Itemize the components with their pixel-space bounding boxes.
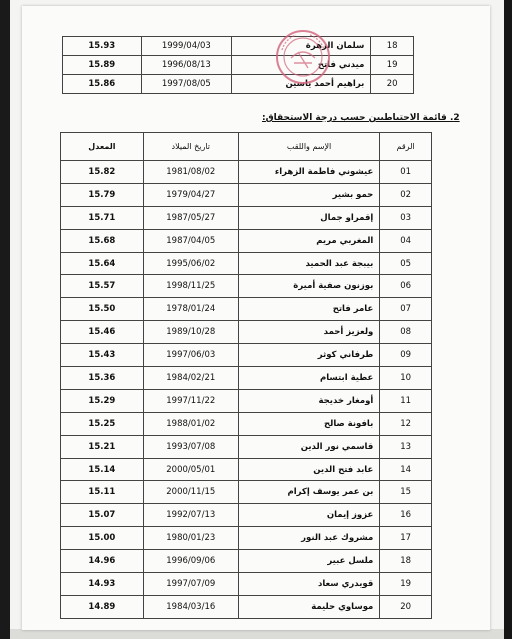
average-cell: 15.64	[61, 252, 144, 275]
birth-date-cell: 1979/04/27	[143, 183, 238, 206]
birth-date-cell: 1987/05/27	[143, 206, 238, 229]
reserve-list-table	[60, 132, 432, 619]
average-cell: 14.89	[61, 595, 144, 618]
average-cell: 15.68	[61, 229, 144, 252]
birth-date-cell: 1997/07/09	[143, 573, 238, 596]
table-row	[61, 412, 432, 435]
row-number-cell: 19	[371, 56, 414, 75]
top-results-table	[62, 36, 414, 94]
birth-date-cell: 1998/11/25	[143, 275, 238, 298]
average-cell: 15.25	[61, 412, 144, 435]
birth-date-cell: 1996/08/13	[141, 56, 232, 75]
document-page	[22, 6, 490, 630]
table-row	[61, 321, 432, 344]
average-cell: 15.82	[61, 161, 144, 184]
average-cell: 15.29	[61, 389, 144, 412]
birth-date-cell: 1993/07/08	[143, 435, 238, 458]
row-number-cell: 09	[380, 344, 432, 367]
table-row	[61, 389, 432, 412]
table-row	[61, 298, 432, 321]
name-cell: موساوي حليمة	[238, 595, 379, 618]
row-number-cell: 11	[380, 389, 432, 412]
header-average: المعدل	[61, 133, 144, 161]
average-cell: 14.96	[61, 550, 144, 573]
table-row	[61, 206, 432, 229]
birth-date-cell: 1999/04/03	[141, 37, 232, 56]
name-cell: عزوز إيمان	[238, 504, 379, 527]
table-row	[61, 481, 432, 504]
row-number-cell: 13	[380, 435, 432, 458]
row-number-cell: 06	[380, 275, 432, 298]
name-cell: عطية ابتسام	[238, 367, 379, 390]
birth-date-cell: 1992/07/13	[143, 504, 238, 527]
name-cell: طرفاني كوثر	[238, 344, 379, 367]
birth-date-cell: 1995/06/02	[143, 252, 238, 275]
birth-date-cell: 1997/11/22	[143, 389, 238, 412]
row-number-cell: 10	[380, 367, 432, 390]
average-cell: 15.86	[63, 75, 142, 94]
average-cell: 15.71	[61, 206, 144, 229]
average-cell: 15.07	[61, 504, 144, 527]
table-row	[61, 458, 432, 481]
row-number-cell: 05	[380, 252, 432, 275]
birth-date-cell: 1997/06/03	[143, 344, 238, 367]
name-cell: براهيم أحمد ياسين	[232, 75, 371, 94]
average-cell: 15.93	[63, 37, 142, 56]
row-number-cell: 16	[380, 504, 432, 527]
row-number-cell: 20	[380, 595, 432, 618]
row-number-cell: 15	[380, 481, 432, 504]
name-cell: عامر فاتح	[238, 298, 379, 321]
name-cell: سلمان الزهرة	[232, 37, 371, 56]
birth-date-cell: 2000/05/01	[143, 458, 238, 481]
name-cell: بيبجة عبد الحميد	[238, 252, 379, 275]
name-cell: بن عمر يوسف إكرام	[238, 481, 379, 504]
row-number-cell: 12	[380, 412, 432, 435]
birth-date-cell: 1988/01/02	[143, 412, 238, 435]
average-cell: 15.21	[61, 435, 144, 458]
table-row	[63, 56, 414, 75]
table-header-row	[61, 133, 432, 161]
table-row	[61, 550, 432, 573]
average-cell: 15.57	[61, 275, 144, 298]
birth-date-cell: 1984/03/16	[143, 595, 238, 618]
name-cell: بافونة صالح	[238, 412, 379, 435]
birth-date-cell: 2000/11/15	[143, 481, 238, 504]
table-row	[61, 435, 432, 458]
table-row	[63, 75, 414, 94]
birth-date-cell: 1980/01/23	[143, 527, 238, 550]
name-cell: قاسمي نور الدين	[238, 435, 379, 458]
row-number-cell: 02	[380, 183, 432, 206]
header-number: الرقم	[380, 133, 432, 161]
section-title: 2. قائمة الاحتياطيين حسب درجة الاستحقاق:	[262, 113, 460, 123]
row-number-cell: 03	[380, 206, 432, 229]
row-number-cell: 14	[380, 458, 432, 481]
average-cell: 15.14	[61, 458, 144, 481]
row-number-cell: 18	[371, 37, 414, 56]
name-cell: ولعزيز أحمد	[238, 321, 379, 344]
birth-date-cell: 1997/08/05	[141, 75, 232, 94]
row-number-cell: 20	[371, 75, 414, 94]
average-cell: 15.89	[63, 56, 142, 75]
table-row	[63, 37, 414, 56]
average-cell: 15.36	[61, 367, 144, 390]
table-row	[61, 527, 432, 550]
average-cell: 15.11	[61, 481, 144, 504]
table-row	[61, 344, 432, 367]
name-cell: عيشوني فاطمة الزهراء	[238, 161, 379, 184]
row-number-cell: 01	[380, 161, 432, 184]
name-cell: المغربي مريم	[238, 229, 379, 252]
name-cell: إقمراو جمال	[238, 206, 379, 229]
photo-right-edge	[504, 0, 512, 639]
header-name: الإسم واللقب	[238, 133, 379, 161]
table-row	[61, 252, 432, 275]
table-row	[61, 367, 432, 390]
name-cell: حمو بشير	[238, 183, 379, 206]
table-row	[61, 161, 432, 184]
name-cell: أومغار خديجة	[238, 389, 379, 412]
table-row	[61, 504, 432, 527]
row-number-cell: 19	[380, 573, 432, 596]
header-birth-date: تاريخ الميلاد	[143, 133, 238, 161]
name-cell: مشروك عبد النور	[238, 527, 379, 550]
average-cell: 15.50	[61, 298, 144, 321]
birth-date-cell: 1989/10/28	[143, 321, 238, 344]
birth-date-cell: 1978/01/24	[143, 298, 238, 321]
name-cell: ميدني فاتح	[232, 56, 371, 75]
birth-date-cell: 1996/09/06	[143, 550, 238, 573]
table-row	[61, 275, 432, 298]
row-number-cell: 07	[380, 298, 432, 321]
table-row	[61, 595, 432, 618]
average-cell: 15.79	[61, 183, 144, 206]
table-row	[61, 183, 432, 206]
row-number-cell: 08	[380, 321, 432, 344]
average-cell: 15.00	[61, 527, 144, 550]
average-cell: 15.43	[61, 344, 144, 367]
table-row	[61, 573, 432, 596]
table-row	[61, 229, 432, 252]
row-number-cell: 04	[380, 229, 432, 252]
row-number-cell: 17	[380, 527, 432, 550]
name-cell: ملسل عبير	[238, 550, 379, 573]
name-cell: عابد فتح الدين	[238, 458, 379, 481]
photo-bottom-edge	[10, 629, 504, 639]
row-number-cell: 18	[380, 550, 432, 573]
photo-left-edge	[0, 0, 10, 639]
name-cell: قويدري سعاد	[238, 573, 379, 596]
birth-date-cell: 1981/08/02	[143, 161, 238, 184]
name-cell: بوزنون صفية أميرة	[238, 275, 379, 298]
average-cell: 15.46	[61, 321, 144, 344]
average-cell: 14.93	[61, 573, 144, 596]
birth-date-cell: 1987/04/05	[143, 229, 238, 252]
birth-date-cell: 1984/02/21	[143, 367, 238, 390]
